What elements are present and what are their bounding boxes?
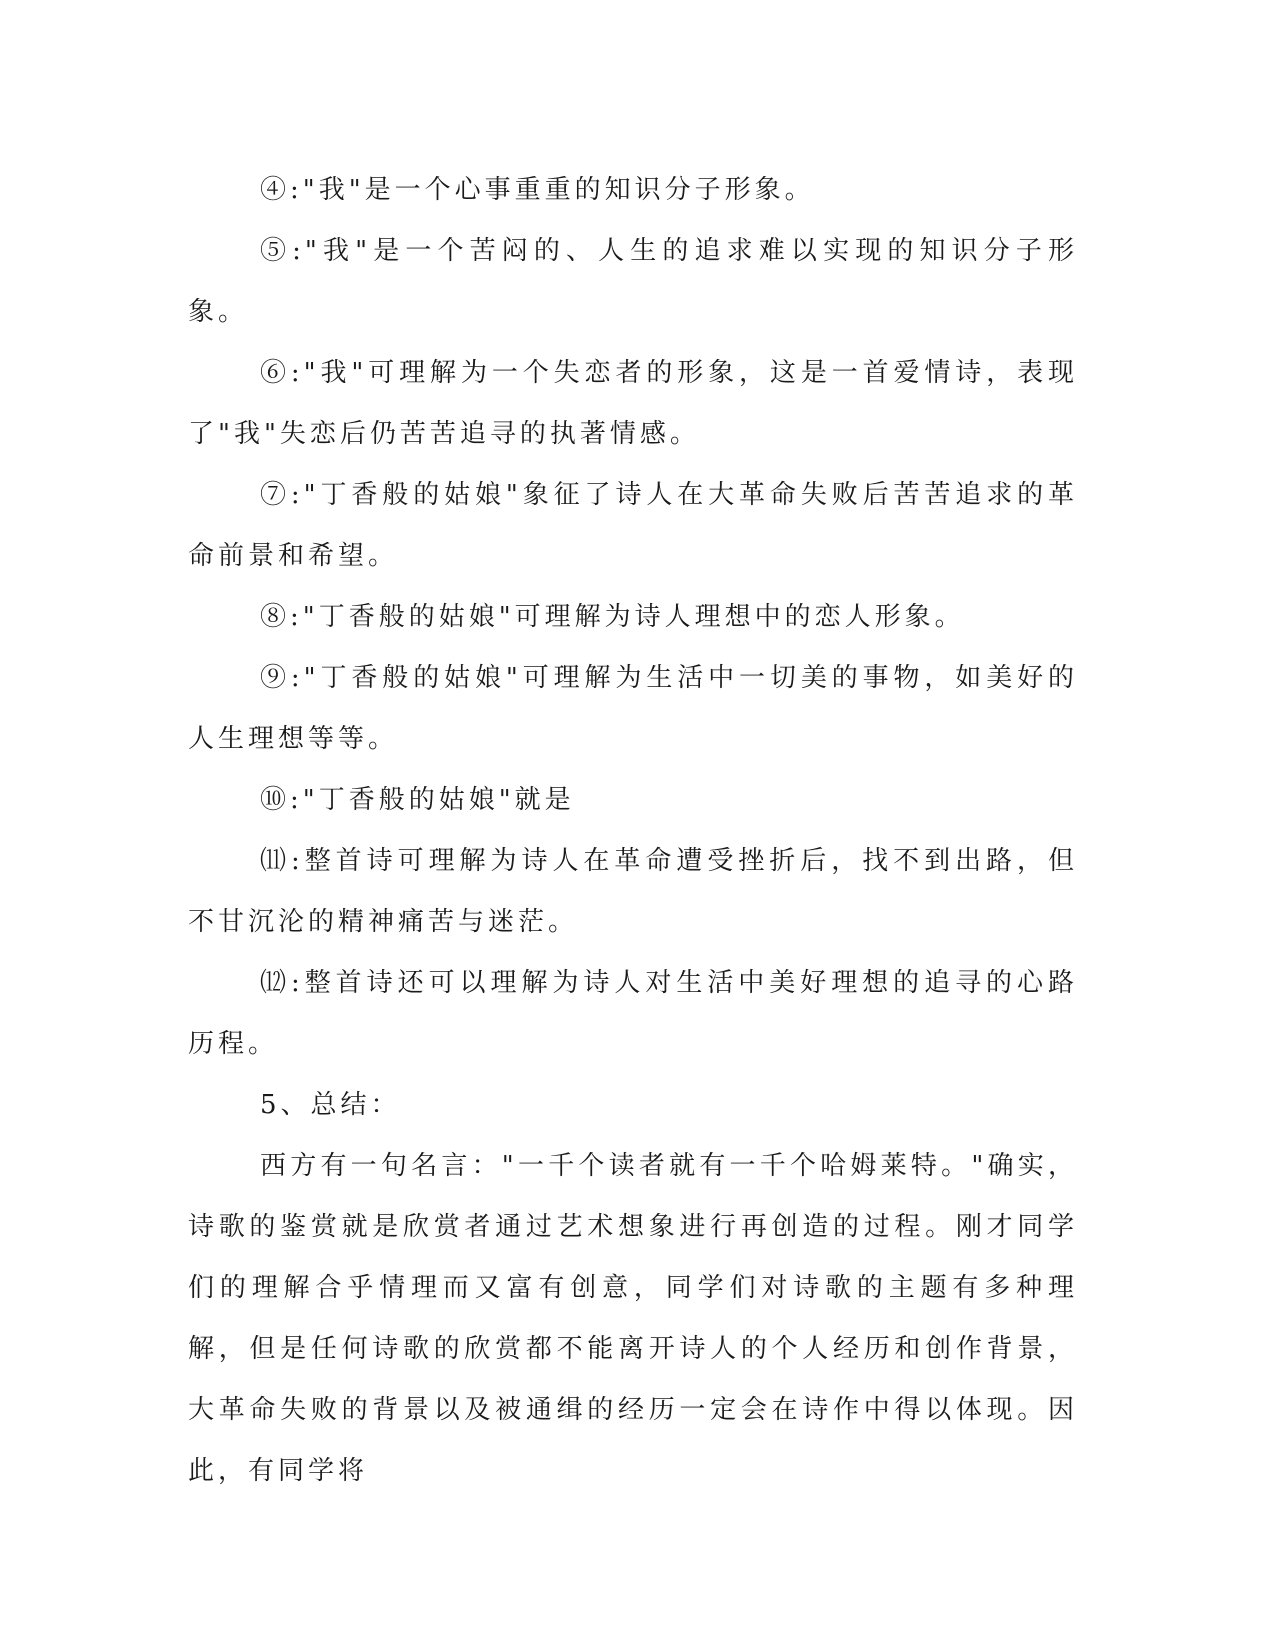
paragraph-item-4: ④:"我"是一个心事重重的知识分子形象。 bbox=[260, 175, 815, 205]
paragraph-item-11: ⑾:整首诗可理解为诗人在革命遭受挫折后，找不到出路，但不甘沉沦的精神痛苦与迷茫。 bbox=[188, 846, 1078, 937]
paragraph-item-8: ⑧:"丁香般的姑娘"可理解为诗人理想中的恋人形象。 bbox=[260, 602, 965, 632]
summary-paragraph: 西方有一句名言："一千个读者就有一千个哈姆莱特。"确实，诗歌的鉴赏就是欣赏者通过艺术想象进行再创造的过程。刚才同学们的理解合乎情理而又富有创意，同学们对诗歌的主题有多种理解，但是任何诗歌的欣赏都不能离开诗人的个人经历和创作背景，大革命失败的背景以及被通缉的经历一定会在诗作中得以体现。因此，有同学将 bbox=[188, 1151, 1078, 1486]
document-body bbox=[188, 160, 1078, 1502]
paragraph-item-10: ⑩:"丁香般的姑娘"就是 bbox=[260, 785, 575, 815]
paragraph-item-12: ⑿:整首诗还可以理解为诗人对生活中美好理想的追寻的心路历程。 bbox=[188, 968, 1078, 1059]
section-heading-summary: 5、总结： bbox=[260, 1090, 401, 1120]
paragraph-item-5: ⑤:"我"是一个苦闷的、人生的追求难以实现的知识分子形象。 bbox=[188, 236, 1078, 327]
paragraph-item-7: ⑦:"丁香般的姑娘"象征了诗人在大革命失败后苦苦追求的革命前景和希望。 bbox=[188, 480, 1078, 571]
paragraph-item-6: ⑥:"我"可理解为一个失恋者的形象，这是一首爱情诗，表现了"我"失恋后仍苦苦追寻的执著情感。 bbox=[188, 358, 1078, 449]
paragraph-item-9: ⑨:"丁香般的姑娘"可理解为生活中一切美的事物，如美好的人生理想等等。 bbox=[188, 663, 1078, 754]
